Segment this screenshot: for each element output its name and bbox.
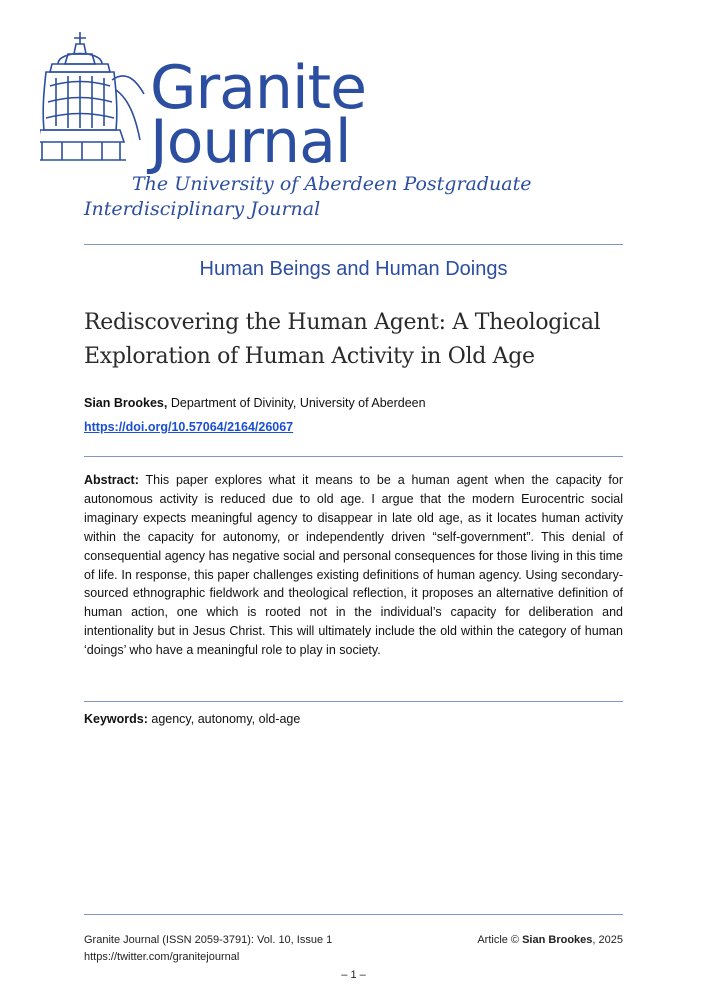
footer-journal-info: [84, 932, 332, 966]
author-affiliation: Department of Divinity, University of Aberdeen: [167, 396, 426, 410]
footer-article-author: Sian Brookes: [522, 934, 593, 946]
journal-name-line-1: Granite: [150, 53, 367, 123]
doi-link[interactable]: https://doi.org/10.57064/2164/26067: [84, 420, 294, 434]
abstract-divider-bottom: [84, 701, 623, 702]
abstract-label: Abstract:: [84, 473, 139, 487]
footer-twitter-link[interactable]: https://twitter.com/granitejournal: [84, 951, 240, 963]
keywords: [84, 710, 300, 728]
issue-title: Human Beings and Human Doings: [199, 258, 508, 280]
journal-name-line-2: Journal: [150, 107, 351, 177]
author-line: [84, 394, 426, 412]
abstract-divider-top: [84, 456, 623, 457]
footer-article-year: , 2025: [592, 934, 623, 946]
author-name: Sian Brookes,: [84, 396, 168, 410]
journal-subtitle: The University of Aberdeen Postgraduate Interdisciplinary Journal: [84, 173, 532, 220]
header-divider: [84, 244, 623, 245]
footer-article-credit: [380, 932, 623, 949]
article-title: Rediscovering the Human Agent: A Theological Exploration of Human Activity in Old Age: [84, 310, 601, 369]
footer-article-prefix: Article ©: [477, 934, 523, 946]
keywords-text: agency, autonomy, old-age: [147, 712, 301, 726]
footer-journal-issn: Granite Journal (ISSN 2059-3791): Vol. 10, Issue 1: [84, 934, 333, 946]
abstract-text: This paper explores what it means to be a human agent when the capacity for autonomous activity is reduced due to old age. I argue that the modern Eurocentric social imaginary expects meaningful agency to disappear in late old age, as it locates human activity within the capacity for autonomy, or independently driven “self-government”. This denial of consequential agency has negative social and personal consequences for those living in this time of life. In response, this paper challenges existing definitions of human agency. Using secondary-sourced ethnographic fieldwork and theological reflection, it proposes an alternative definition of human action, one which is rooted not in the individual’s capacity for deliberation and intentionality but in Jesus Christ. This will ultimately include the old within the category of human ‘doings’ who have a meaningful role to play in society.: [84, 473, 623, 658]
abstract: [84, 471, 623, 660]
crown-tower-logo-icon: [40, 30, 150, 170]
keywords-label: Keywords:: [84, 712, 148, 726]
page-number: – 1 –: [341, 969, 366, 981]
footer-divider: [84, 914, 623, 915]
